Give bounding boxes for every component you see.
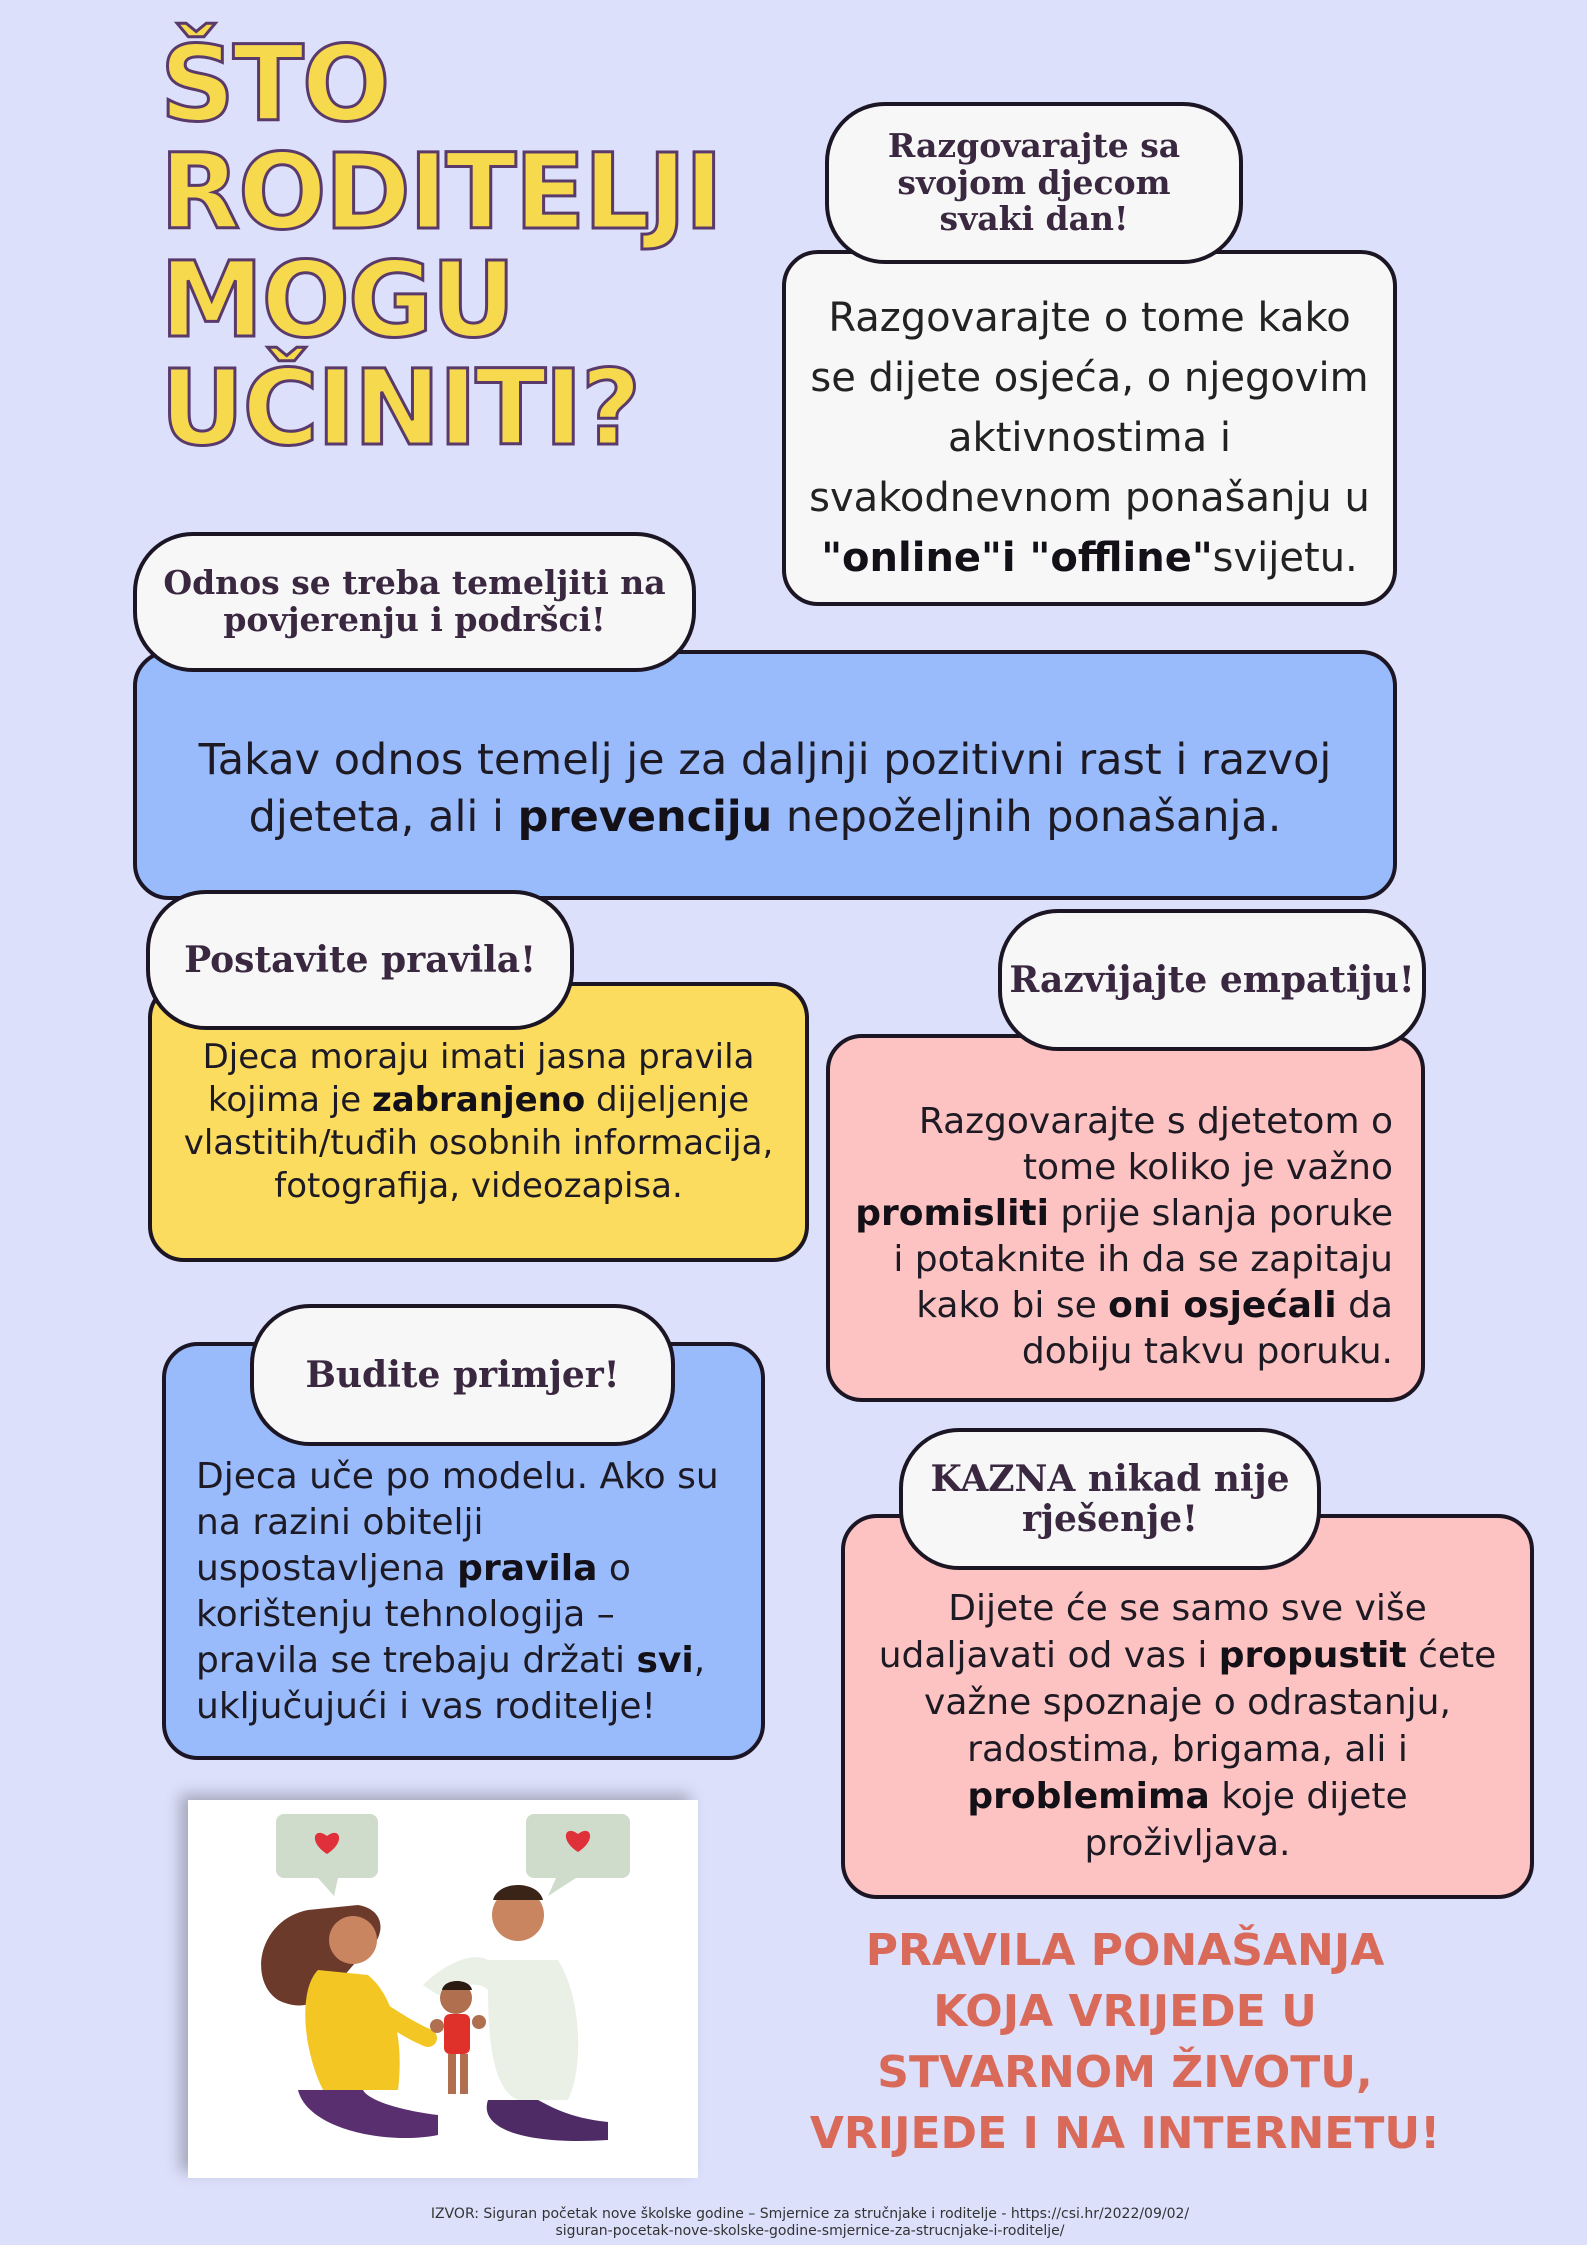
rules-text: Djeca moraju imati jasna pravila kojima je zabranjeno dijeljenje vlastitih/tuđih osobnih informacija, fotografija, videozapisa. (183, 1037, 774, 1206)
trust-card (133, 650, 1397, 900)
talk-text: Razgovarajte o tome kako se dijete osjeća, o njegovim aktivnostima i svakodnevnom ponašanju u "online"i "offline"svijetu. (809, 295, 1370, 581)
slogan-line-1: PRAVILA PONAŠANJA (865, 1925, 1385, 1976)
punishment-text: Dijete će se samo sve više udaljavati od vas i propustit ćete važne spoznaje o odrastanju, radostima, brigama, ali i problemima koje dijete proživljava. (878, 1587, 1497, 1864)
slogan-line-4: VRIJEDE I NA INTERNETU! (809, 2108, 1441, 2159)
family-illustration (188, 1800, 698, 2178)
source-line-2: siguran-pocetak-nove-skolske-godine-smjernice-za-strucnjake-i-roditelje/ (555, 2223, 1065, 2239)
title-line-1: ŠTO (160, 23, 389, 145)
talk-heading: Razgovarajte sa svojom djecom svaki dan! (825, 102, 1243, 264)
rules-heading: Postavite pravila! (146, 890, 574, 1030)
empathy-card (826, 1034, 1425, 1402)
mother-figure (261, 1905, 438, 2138)
family-illustration-svg (188, 1800, 698, 2178)
speech-bubble-left (276, 1814, 378, 1896)
title-line-4: UČINITI? (160, 347, 640, 469)
slogan-line-3: STVARNOM ŽIVOTU, (877, 2047, 1373, 2098)
example-heading: Budite primjer! (250, 1304, 675, 1446)
speech-bubble-right (526, 1814, 630, 1896)
trust-heading: Odnos se treba temeljiti na povjerenju i podršci! (133, 532, 696, 672)
title-line-2: RODITELJI (160, 131, 722, 253)
source-line-1: IZVOR: Siguran početak nove školske godine – Smjernice za stručnjake i roditelje - https://csi.hr/2022/09/02/ (430, 2206, 1190, 2222)
empathy-text: Razgovarajte s djetetom o tome koliko je važno promisliti prije slanja poruke i potaknite ih da se zapitaju kako bi se oni osjećali da dobiju takvu poruku. (855, 1101, 1393, 1372)
child-figure (430, 1981, 486, 2094)
empathy-heading: Razvijajte empatiju! (998, 909, 1426, 1051)
talk-card (782, 250, 1397, 606)
slogan (760, 1920, 1490, 2164)
title-line-3: MOGU (160, 239, 514, 361)
punishment-heading: KAZNA nikad nije rješenje! (899, 1428, 1321, 1570)
example-text: Djeca uče po modelu. Ako su na razini obitelji uspostavljena pravila o korištenju tehnologija – pravila se trebaju držati svi, uključujući i vas roditelje! (196, 1456, 719, 1727)
punishment-card (841, 1514, 1534, 1899)
page-title (160, 23, 780, 469)
slogan-line-2: KOJA VRIJEDE U (933, 1986, 1317, 2037)
source-citation (180, 2206, 1440, 2240)
trust-text: Takav odnos temelj je za daljnji pozitivni rast i razvoj djeteta, ali i prevenciju nepoželjnih ponašanja. (198, 735, 1332, 842)
